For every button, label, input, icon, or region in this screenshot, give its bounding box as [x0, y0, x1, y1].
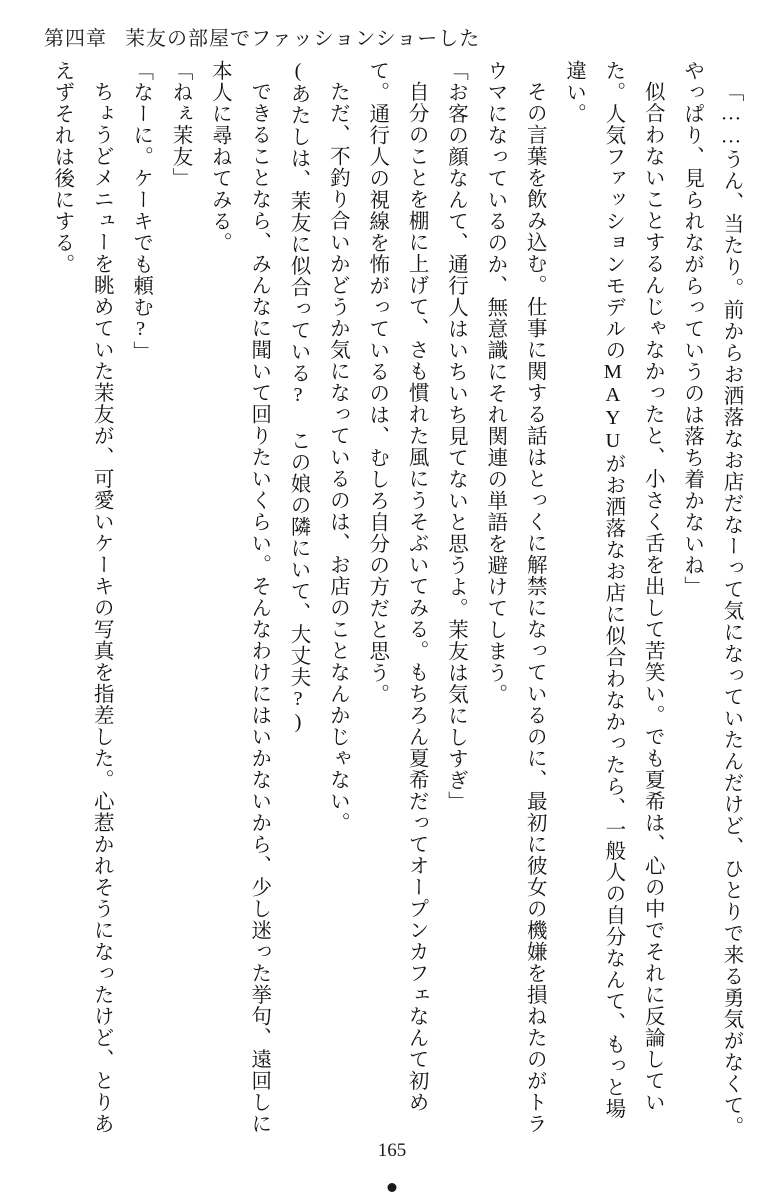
page-number: 165 [377, 1140, 407, 1161]
paragraph: ただ、不釣り合いかどうか気になっているのは、お店のことなんかじゃない。 [326, 80, 349, 833]
chapter-title: 茉友の部屋でファッションショーした [125, 28, 481, 50]
paragraph: 「……うん、当たり。前からお洒落なお店だなーって気になっていたんだけど、ひとりで来る勇気がなくて。やっぱり、見られながらっていうのは落ち着かないね」 [680, 60, 742, 1137]
page-body [50, 60, 750, 1140]
paragraph: その言葉を飲み込む。仕事に関する話はとっくに解禁になっているのに、最初に彼女の機嫌を損ねたのがトラウマになっているのか、無意識にそれ関連の単語を避けてしまう。 [483, 60, 546, 1134]
paragraph: 「ねぇ茉友」 [168, 60, 191, 189]
running-head [44, 22, 740, 56]
paragraph: 似合わないことするんじゃなかったと、小さく舌を出して苦笑い。でも夏希は、心の中でそれに反論していた。人気ファッションモデルのMAYUがお洒落なお店に似合わなかったら、一般人の自分なんて、もっと場違い。 [562, 60, 664, 1120]
paragraph: 自分のことを棚に上げて、さも慣れた風にうそぶいてみる。もちろん夏希だってオープンカフェなんて初めて。通行人の視線を怖がっているのは、むしろ自分の方だと思う。 [365, 60, 428, 1113]
paragraph: (あたしは、茉友に似合っている? この娘の隣にいて、大丈夫?) [287, 60, 310, 734]
paragraph: できることなら、みんなに聞いて回りたいくらい。そんなわけにはいかないから、少し迷った挙句、遠回しに本人に尋ねてみる。 [208, 60, 270, 1134]
paragraph: 「お客の顔なんて、通行人はいちいち見てないと思うよ。茉友は気にしすぎ」 [444, 60, 467, 813]
footer-dot-icon [388, 1183, 397, 1192]
chapter-number: 第四章 [44, 28, 107, 50]
paragraph: 「なーに。ケーキでも頼む?」 [129, 60, 152, 363]
paragraph: ちょうどメニューを眺めていた茉友が、可愛いケーキの写真を指差した。心惹かれそうになったけど、とりあえずそれは後にする。 [50, 60, 113, 1134]
